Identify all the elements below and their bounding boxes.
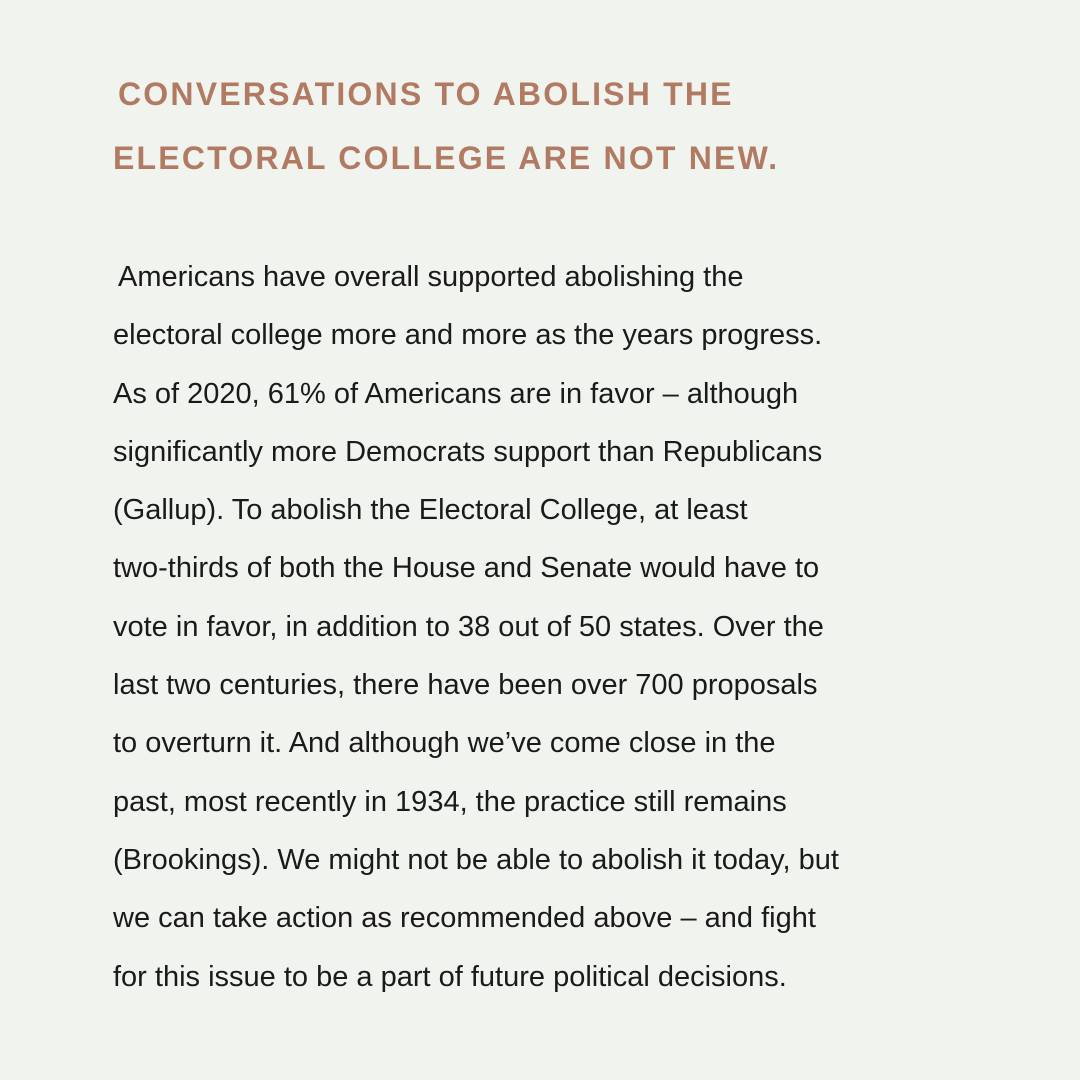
paragraph-line: electoral college more and more as the years progress. — [113, 319, 823, 352]
paragraph-line: significantly more Democrats support than Republicans — [113, 435, 823, 468]
paragraph-line: last two centuries, there have been over 700 proposals — [113, 669, 818, 702]
paragraph-line: for this issue to be a part of future political decisions. — [113, 960, 787, 993]
paragraph-line: vote in favor, in addition to 38 out of 50 states. Over the — [113, 610, 824, 643]
section-heading — [113, 62, 1013, 190]
paragraph-line: past, most recently in 1934, the practice still remains — [113, 785, 787, 818]
paragraph-line: Americans have overall supported abolishing the — [118, 261, 744, 293]
heading-line: CONVERSATIONS TO ABOLISH THE — [118, 76, 734, 112]
paragraph-line: we can take action as recommended above – and fight — [113, 902, 816, 935]
paragraph-line: (Brookings). We might not be able to abolish it today, but — [113, 843, 839, 876]
paragraph-line: (Gallup). To abolish the Electoral College, at least — [113, 494, 748, 527]
paragraph-line: As of 2020, 61% of Americans are in favor – although — [113, 377, 799, 410]
paragraph-line: two-thirds of both the House and Senate would have to — [113, 552, 820, 585]
heading-line: ELECTORAL COLLEGE ARE NOT NEW. — [113, 140, 780, 176]
body-paragraph — [113, 248, 1013, 1006]
paragraph-line: to overturn it. And although we’ve come close in the — [113, 727, 776, 760]
